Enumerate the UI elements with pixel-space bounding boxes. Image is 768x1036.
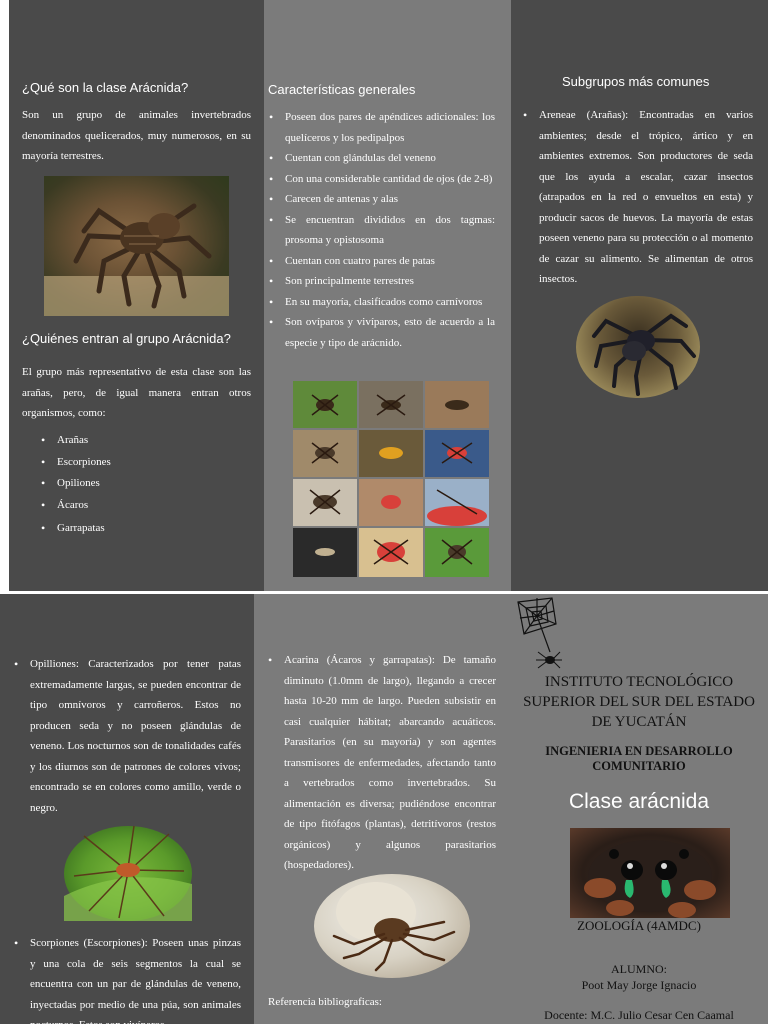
opiliones-list — [12, 654, 241, 818]
list-item: • En su mayoría, clasificados como carnívoros — [267, 292, 495, 313]
list-item: • Con una considerable cantidad de ojos (de 2-8) — [267, 169, 495, 190]
jumping-spider-photo — [570, 828, 730, 918]
heading-who-enters: ¿Quiénes entran al grupo Arácnida? — [22, 331, 231, 346]
list-item: • Escorpiones — [39, 452, 239, 473]
student-label: ALUMNO: — [611, 962, 667, 976]
harvestman-photo — [64, 826, 192, 921]
characteristics-list — [267, 107, 495, 353]
list-item: • Ácaros — [39, 495, 239, 516]
panel-general-characteristics — [264, 0, 511, 591]
tarantula-photo — [44, 176, 229, 316]
list-item: • Son ovíparos y vivíparos, esto de acuerdo a la especie y tipo de arácnido. — [267, 312, 495, 353]
organism-list — [39, 430, 239, 539]
list-item: • Se encuentran divididos en dos tagmas: prosoma y opistosoma — [267, 210, 495, 251]
intro-paragraph: Son un grupo de animales invertebrados denominados quelicerados, muy numerosos, en su mayoría terrestres. — [22, 109, 251, 162]
heading-what-are: ¿Qué son la clase Arácnida? — [22, 80, 189, 95]
arachnid-collage — [292, 380, 490, 578]
group-paragraph: El grupo más representativo de esta clase son las arañas, pero, de igual manera entran otros organismos, como: — [22, 366, 251, 419]
list-item: • Son principalmente terrestres — [267, 271, 495, 292]
list-item: • Carecen de antenas y alas — [267, 189, 495, 210]
acarina-list — [266, 650, 496, 876]
tick-photo — [314, 874, 470, 978]
panel-opiliones-scorpions — [0, 594, 254, 1031]
list-item: • Cuentan con glándulas del veneno — [267, 148, 495, 169]
teacher-name: Docente: M.C. Julio Cesar Cen Caamal — [544, 1008, 734, 1022]
burrow-spider-photo — [576, 296, 700, 398]
heading-subgroups: Subgrupos más comunes — [562, 74, 710, 89]
list-item: • Garrapatas — [39, 518, 239, 539]
cover-title: Clase arácnida — [568, 790, 710, 813]
list-item: • Arañas — [39, 430, 239, 451]
institute-name: INSTITUTO TECNOLÓGICO SUPERIOR DEL SUR DEL ESTADO DE YUCATÁN — [523, 674, 755, 730]
list-item: • Acarina (Ácaros y garrapatas): De tamaño diminuto (1.0mm de largo), llegando a crecer hasta 10-20 mm de largo. Pueden subsistir en casi cualquier hábitat; abarcando acuáticos. Parasitarios (en su mayoría) y son agentes transmisores de enfermedades, afectando tanto a vertebrados como invertebrados. Su alimentación es diversa; pudiéndose encontrar de tipo fitófagos (plantas), detritívoros (restos orgánicos) y algunos parasitarios (hospedadores). — [266, 650, 496, 876]
list-item: • Areneae (Arañas): Encontradas en varios ambientes; desde el trópico, ártico y en ambientes extremos. Son productores de seda que los ayuda a escalar, cazar insectos (atrapados en la red o envueltos en esta) y producir sacos de huevos. La mayoría de estas poseen veneno para su protección o al momento de cazar su alimento. Se alimentan de otros insectos. — [521, 105, 753, 290]
heading-characteristics: Características generales — [268, 82, 416, 97]
student-name: Poot May Jorge Ignacio — [581, 978, 697, 992]
list-item: • Opilliones: Caracterizados por tener patas extremadamente largas, se pueden encontrar de tipo omnívoros y carroñeros. Estos no producen seda y no poseen glándulas de veneno. Los nocturnos son de tonalidades cafés y los diurnos son de patrones de colores vivos; encontrado se en colores como amillo, verde o negro. — [12, 654, 241, 818]
subject-name: ZOOLOGÍA (4AMDC) — [577, 918, 701, 933]
spiderweb-icon — [512, 594, 562, 676]
panel-what-are-arachnids — [9, 0, 264, 591]
list-item: • Opiliones — [39, 473, 239, 494]
career-name: INGENIERIA EN DESARROLLO COMUNITARIO — [545, 744, 733, 773]
panel-subgroups — [511, 0, 768, 591]
list-item: • Cuentan con cuatro pares de patas — [267, 251, 495, 272]
scorpions-list — [12, 933, 241, 1036]
panel-cover — [510, 594, 768, 1024]
panel-acarina — [254, 594, 510, 1024]
reference-label: Referencia bibliograficas: — [268, 996, 382, 1008]
subgroup-list — [521, 105, 753, 290]
list-item: • Poseen dos pares de apéndices adicionales: los quelíceros y los pedipalpos — [267, 107, 495, 148]
list-item: • Scorpiones (Escorpiones): Poseen unas pinzas y una cola de seis segmentos la cual se encuentra con un par de glándulas de veneno, inyectadas por medio de una púa, son animales nocturnos. Estos son vivíparos — [12, 933, 241, 1036]
